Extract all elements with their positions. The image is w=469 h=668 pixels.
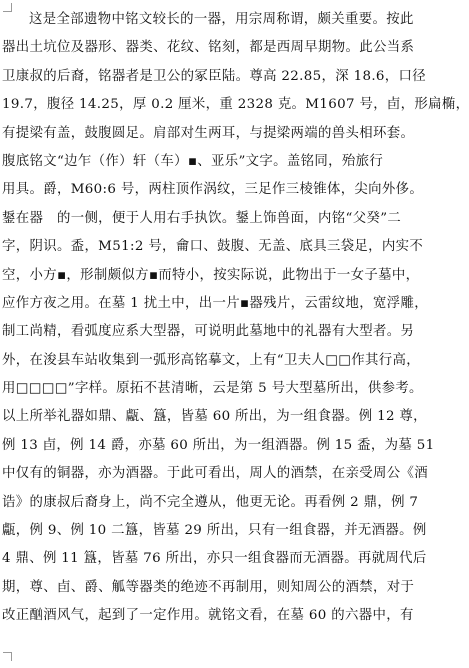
text-line: 字，阴识。盉，M51:2 号，龠口、鼓腹、无盖、底具三袋足，内实不	[2, 239, 424, 255]
text-line: 甗，例 9、例 10 二簋，皆墓 29 所出，只有一组食器，并无酒器。例	[2, 523, 427, 539]
text-line: 19.7，腹径 14.25，厚 0.2 厘米，重 2328 克。M1607 号，卣，形扁椭，	[2, 97, 469, 113]
text-line: 应作方夜之用。在墓 1 扰土中，出一片▪器残片，云雷纹地，宽浮雕，	[2, 295, 428, 311]
text-line: 卫康叔的后裔，铭器者是卫公的冢臣陆。尊高 22.85，深 18.6，口径	[2, 68, 427, 84]
text-line: 这是全部遗物中铭文较长的一器，用宗周称谓，颇关重要。按此	[29, 12, 414, 27]
text-line: 以上所举礼器如鼎、甗、簋，皆墓 60 所出，为一组食器。例 12 尊，	[2, 409, 427, 425]
text-line: 用□□□□”字样。原拓不甚清晰，云是第 5 号大型墓所出，供参考。	[2, 381, 423, 397]
text-line: 鋬在器 的一侧，便于人用右手执饮。鋬上饰兽面，内铭“父癸”二	[2, 210, 402, 226]
text-line: 改正酗酒风气，起到了一定作用。就铭文看，在墓 60 的六器中，有	[2, 608, 414, 624]
text-line: 诰》的康叔后裔身上，尚不完全遵从，他更无论。再看例 2 鼎，例 7	[2, 494, 419, 510]
text-line: 制工尚精，看弧度应系大型器，可说明此墓地中的礼器有大型者。另	[2, 324, 415, 340]
document-page	[2, 6, 469, 666]
text-line: 外，在浚县车站收集到一弧形高铭摹文，上有“卫夫人□□作其行高，	[2, 352, 420, 368]
text-line: 4 鼎、例 11 簋，皆墓 76 所出，亦只一组食器而无酒器。再就周代后	[2, 551, 427, 567]
text-line: 用具。爵，M60:6 号，两柱顶作涡纹，三足作三棱锥体，尖向外侈。	[2, 182, 424, 198]
text-line: 器出土坑位及器形、器类、花纹、铭刻，都是西周早期物。此公当系	[2, 40, 415, 56]
text-line: 期，尊、卣、爵、觚等器类的绝迹不再制用，则知周公的酒禁，对于	[2, 579, 415, 595]
text-line: 腹底铭文“边乍（作）轩（车）▪、亚乐”文字。盖铭同，殆旅行	[2, 153, 384, 169]
text-line: 空，小方▪，形制颇似方▪而特小，按实际说，此物出于一女子墓中，	[2, 267, 420, 283]
text-line: 中仅有的铜器，亦为酒器。于此可看出，周人的酒禁，在亲受周公《酒	[2, 466, 428, 482]
text-line: 有提梁有盖，鼓腹圆足。肩部对生两耳，与提梁两端的兽头相环套。	[2, 125, 415, 141]
text-line: 例 13 卣，例 14 爵，亦墓 60 所出，为一组酒器。例 15 盉，为墓 51	[2, 437, 435, 453]
